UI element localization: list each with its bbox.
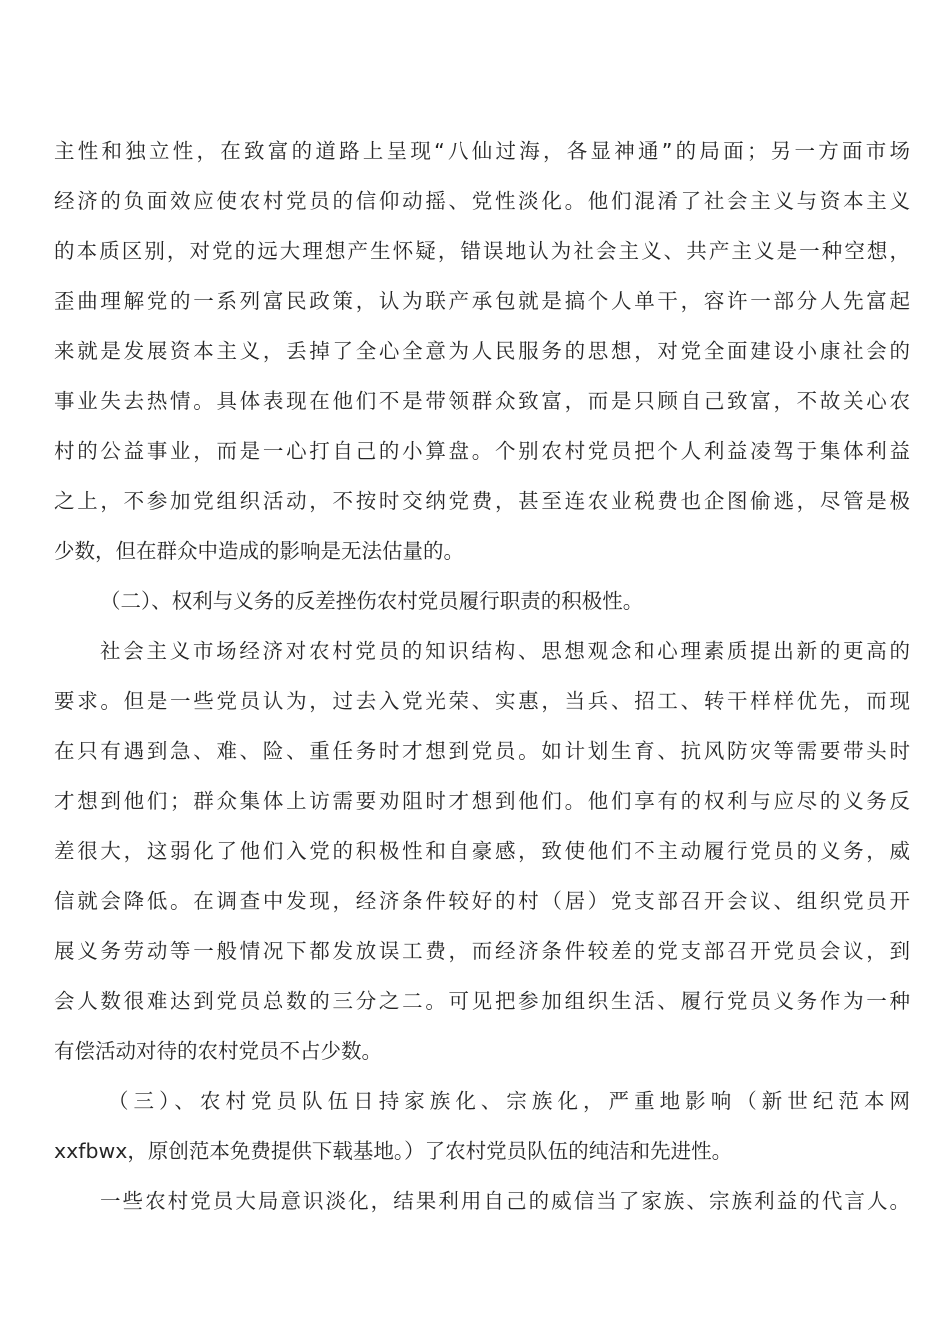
- paragraph-line: 之上，不参加党组织活动，不按时交纳党费，甚至连农业税费也企图偷逃，尽管是极: [54, 489, 910, 513]
- paragraph-line: 来就是发展资本主义，丢掉了全心全意为人民服务的思想，对党全面建设小康社会的: [54, 339, 910, 363]
- section-heading: （三）、农村党员队伍日持家族化、宗族化，严重地影响（新世纪范本网: [108, 1089, 910, 1113]
- paragraph-line: 社会主义市场经济对农村党员的知识结构、思想观念和心理素质提出新的更高的: [100, 639, 910, 663]
- paragraph-line: 的本质区别，对党的远大理想产生怀疑，错误地认为社会主义、共产主义是一种空想，: [54, 239, 910, 263]
- paragraph-line: 经济的负面效应使农村党员的信仰动摇、党性淡化。他们混淆了社会主义与资本主义: [54, 189, 910, 213]
- section-heading: （二）、权利与义务的反差挫伤农村党员履行职责的积极性。: [100, 589, 644, 613]
- paragraph-line: 歪曲理解党的一系列富民政策，认为联产承包就是搞个人单干，容许一部分人先富起: [54, 289, 910, 313]
- paragraph-line: 要求。但是一些党员认为，过去入党光荣、实惠，当兵、招工、转干样样优先，而现: [54, 689, 910, 713]
- paragraph-line: 村的公益事业，而是一心打自己的小算盘。个别农村党员把个人利益凌驾于集体利益: [54, 439, 910, 463]
- paragraph-line: 展义务劳动等一般情况下都发放误工费，而经济条件较差的党支部召开党员会议，到: [54, 939, 910, 963]
- paragraph-line: 才想到他们；群众集体上访需要劝阻时才想到他们。他们享有的权利与应尽的义务反: [54, 789, 910, 813]
- paragraph-line: 会人数很难达到党员总数的三分之二。可见把参加组织生活、履行党员义务作为一种: [54, 989, 910, 1013]
- paragraph-line: 一些农村党员大局意识淡化，结果利用自己的威信当了家族、宗族利益的代言人。: [100, 1189, 910, 1213]
- paragraph-line: 事业失去热情。具体表现在他们不是带领群众致富，而是只顾自己致富，不故关心农: [54, 389, 910, 413]
- paragraph-line: 在只有遇到急、难、险、重任务时才想到党员。如计划生育、抗风防灾等需要带头时: [54, 739, 910, 763]
- section-heading-line: xxfbwx，原创范本免费提供下载基地。）了农村党员队伍的纯洁和先进性。: [54, 1139, 733, 1163]
- paragraph-line: 有偿活动对待的农村党员不占少数。: [54, 1039, 382, 1063]
- paragraph-line: 信就会降低。在调查中发现，经济条件较好的村（居）党支部召开会议、组织党员开: [54, 889, 910, 913]
- paragraph-line: 主性和独立性，在致富的道路上呈现“八仙过海，各显神通”的局面；另一方面市场: [54, 139, 910, 163]
- paragraph-line: 差很大，这弱化了他们入党的积极性和自豪感，致使他们不主动履行党员的义务，威: [54, 839, 910, 863]
- paragraph-line: 少数，但在群众中造成的影响是无法估量的。: [54, 539, 464, 563]
